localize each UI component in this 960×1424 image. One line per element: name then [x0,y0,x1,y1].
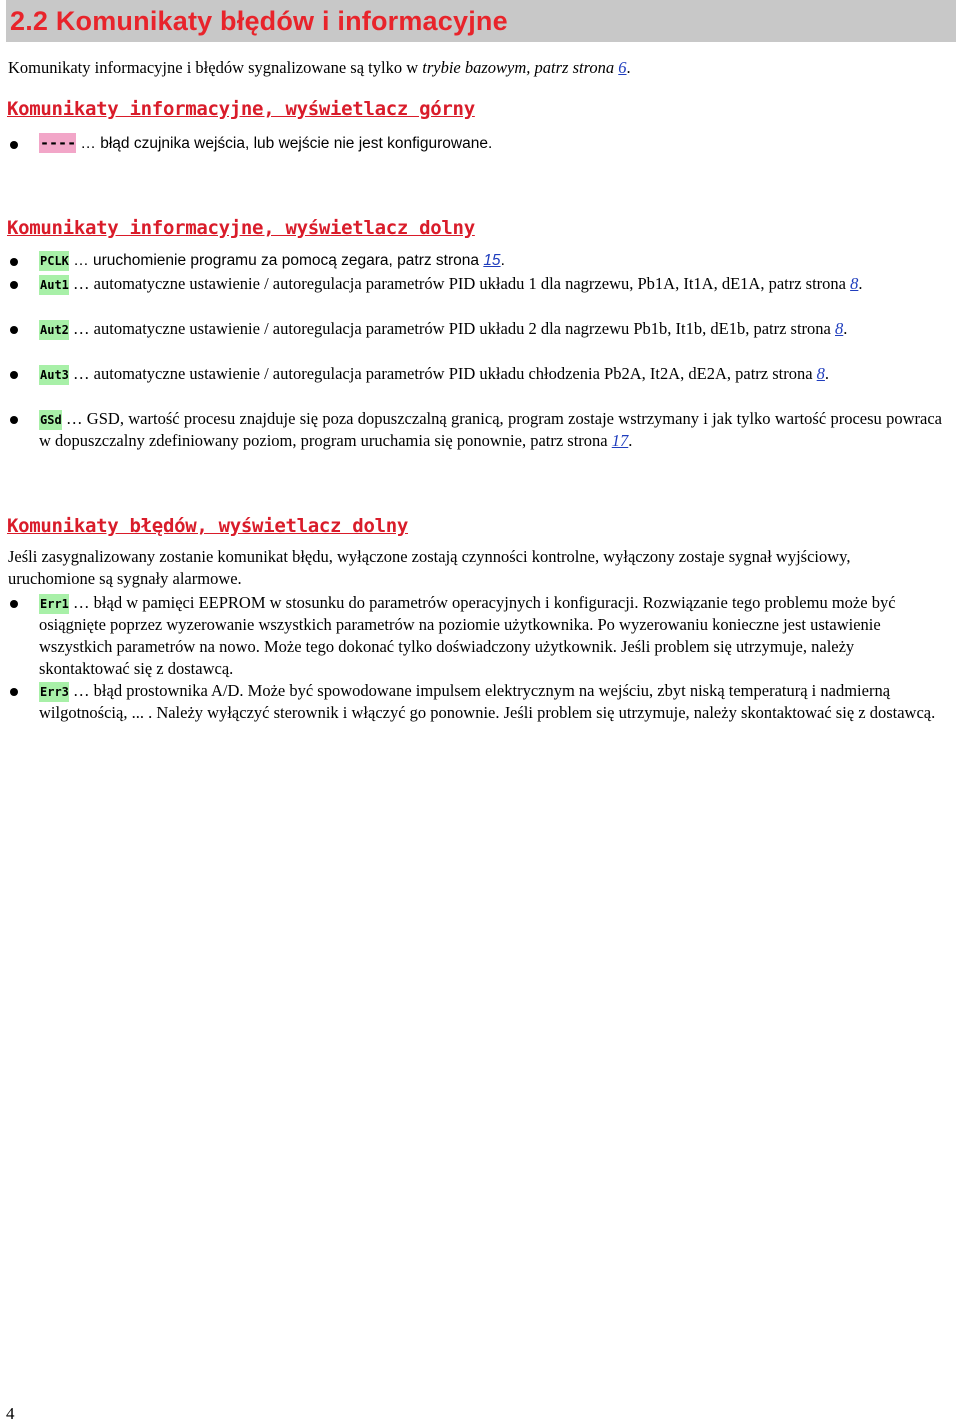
bullet-icon [10,600,18,608]
errors-intro: Jeśli zasygnalizowany zostanie komunikat błędu, wyłączone zostają czynności kontrolne, wyłączony zostaje sygnał wyjściowy, uruchomione są sygnały alarmowe. [8,547,851,588]
code-badge: GSd [39,410,62,430]
code-badge: Aut1 [39,275,69,295]
item-end: . [843,319,848,338]
list-item-aut2 [10,318,942,340]
page-title: 2.2 Komunikaty błędów i informacyjne [10,5,508,36]
section-heading-errors: Komunikaty błędów, wyświetlacz dolny [7,515,409,537]
bullet-icon [10,416,18,424]
code-badge: PCLK [39,251,69,271]
item-text: … GSD, wartość procesu znajduje się poza dopuszczalną granicą, program zostaje wstrzymany i jak tylko wartość procesu powraca w dopuszczalny zdefiniowany poziom, program uruchamia się ponownie, patrz strona [39,409,942,450]
list-item-upper-dashes [10,133,942,155]
item-text: … automatyczne ustawienie / autoregulacja parametrów PID układu 1 dla nagrzewu, Pb1A, It1A, dE1A, patrz strona [68,274,851,293]
intro-end: . [626,58,631,77]
list-item-pclk [10,250,942,272]
intro-text: Komunikaty informacyjne i błędów sygnalizowane są tylko w [8,58,423,77]
bullet-icon [10,281,18,289]
code-badge: Err1 [39,594,69,614]
code-badge: Aut3 [39,365,69,385]
bullet-icon [10,371,18,379]
bullet-icon [10,688,18,696]
page-link[interactable]: 17 [611,431,629,450]
intro-page-link[interactable]: 6 [618,58,627,77]
item-end: . [858,274,863,293]
section-heading-upper-display: Komunikaty informacyjne, wyświetlacz górny [7,98,475,120]
item-end: . [824,364,830,383]
item-text: … błąd prostownika A/D. Może być spowodowane impulsem elektrycznym na wejściu, zbyt niską temperaturą i nadmierną wilgotnością, ... . Należy wyłączyć sterownik i włączyć go ponownie. Jeśli problem się utrzymuje, należy skontaktować się z dostawcą. [39,681,936,722]
item-text: … błąd czujnika wejścia, lub wejście nie jest konfigurowane. [76,135,493,152]
list-item-err1 [10,592,942,680]
list-item-aut3 [10,363,942,385]
item-end: . [628,431,633,450]
list-item-aut1 [10,273,942,295]
title-bar [6,0,956,42]
bullet-icon [10,258,18,266]
bullet-icon [10,326,18,334]
intro-emphasis: trybie bazowym, patrz strona [422,58,619,77]
item-text: … uruchomienie programu za pomocą zegara, patrz strona [68,252,484,269]
page-number: 4 [6,1404,15,1423]
page-link[interactable]: 8 [835,319,844,338]
bullet-icon [10,141,18,149]
page-link[interactable]: 15 [483,252,501,269]
section-heading-lower-display: Komunikaty informacyjne, wyświetlacz dolny [7,217,475,239]
item-text: … automatyczne ustawienie / autoregulacja parametrów PID układu 2 dla nagrzewu Pb1b, It1b, dE1b, patrz strona [68,319,835,338]
item-text: … automatyczne ustawienie / autoregulacja parametrów PID układu chłodzenia Pb2A, It2A, dE2A, patrz strona [68,364,817,383]
code-badge: ---- [40,134,77,152]
item-text: … błąd w pamięci EEPROM w stosunku do parametrów operacyjnych i konfiguracji. Rozwiązanie tego problemu może być osiągnięte poprzez wyzerowanie wszystkich parametrów na poziomie użytkownika. Po wyzerowaniu konieczne jest ustawienie wszystkich parametrów na nowo. Może tego dokonać tylko doświadczony użytkownik. Jeśli problem się utrzymuje, należy skontaktować się z dostawcą. [39,593,896,678]
item-end: . [500,252,505,269]
intro-paragraph [8,57,631,79]
list-item-err3 [10,680,942,724]
code-badge: Err3 [39,682,69,702]
code-badge: Aut2 [39,320,69,340]
list-item-gsd [10,408,942,452]
page-link[interactable]: 8 [816,364,825,383]
page-link[interactable]: 8 [850,274,859,293]
